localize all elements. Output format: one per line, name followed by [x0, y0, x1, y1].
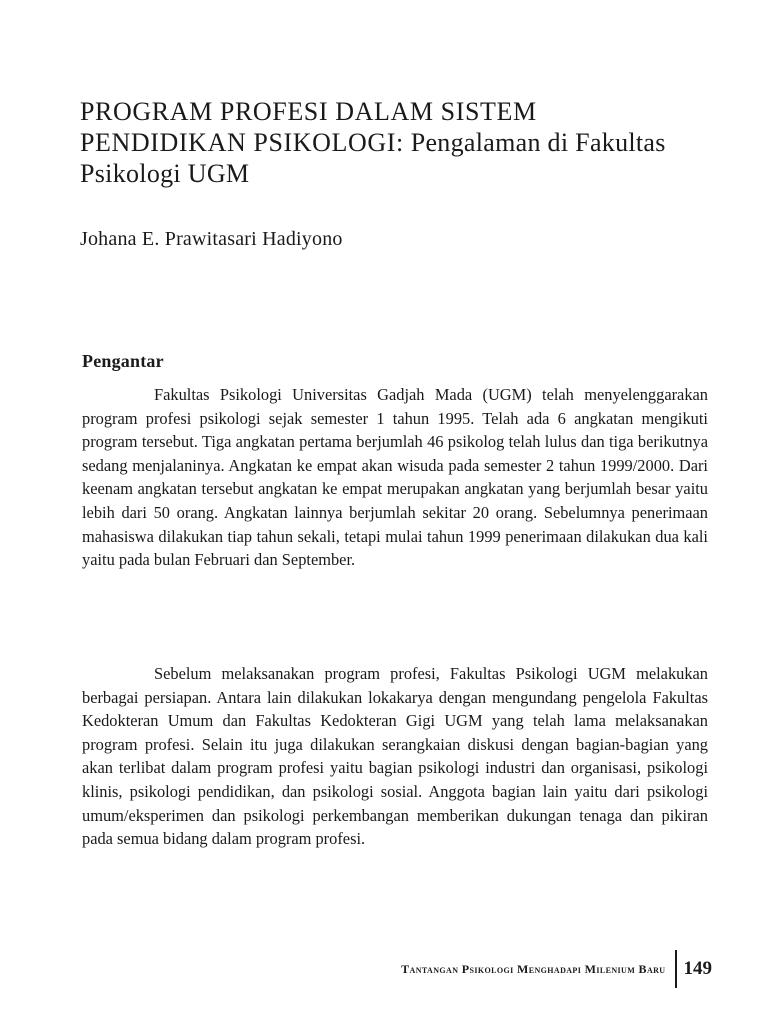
- section-heading: Pengantar: [82, 351, 164, 371]
- paragraph-2: Sebelum melaksanakan program profesi, Fakultas Psikologi UGM melakukan berbagai persiapan. Antara lain dilakukan lokakarya dengan mengundang pengelola Fakultas Kedokteran Umum dan Fakultas Kedokteran Gigi UGM yang telah lama melaksanakan program profesi. Selain itu juga dilakukan serangkaian diskusi dengan bagian-bagian yang akan terlibat dalam program profesi yaitu bagian psikologi industri dan organisasi, psikologi klinis, psikologi pendidikan, dan psikologi sosial. Anggota bagian lain yaitu dari psikologi umum/eksperimen dan psikologi perkembangan memberikan dukungan tenaga dan pikiran pada semua bidang dalam program profesi.: [82, 664, 708, 849]
- running-title: Tantangan Psikologi Menghadapi Milenium Baru: [401, 961, 666, 976]
- author-name: Johana E. Prawitasari Hadiyono: [80, 228, 343, 250]
- page-footer: [401, 950, 712, 988]
- paragraph-1: Fakultas Psikologi Universitas Gadjah Mada (UGM) telah menyelenggarakan program profesi psikologi sejak semester 1 tahun 1995. Telah ada 6 angkatan mengikuti program tersebut. Tiga angkatan pertama berjumlah 46 psikolog telah lulus dan tiga berikutnya sedang menjalaninya. Angkatan ke empat akan wisuda pada semester 2 tahun 1999/2000. Dari keenam angkatan tersebut angkatan ke empat merupakan angkatan yang berjumlah besar yaitu lebih dari 50 orang. Angkatan lainnya berjumlah sekitar 20 orang. Sebelumnya penerimaan mahasiswa dilakukan tiap tahun sekali, tetapi mulai tahun 1999 penerimaan dilakukan dua kali yaitu pada bulan Februari dan September.: [82, 385, 708, 570]
- article-title: [80, 96, 700, 189]
- article-title-caps: PROGRAM PROFESI DALAM SISTEM PENDIDIKAN PSIKOLOGI:: [80, 97, 537, 157]
- article-title-subtitle: Pengalaman di Fakultas Psikologi UGM: [80, 128, 666, 188]
- page-number: 149: [683, 958, 712, 979]
